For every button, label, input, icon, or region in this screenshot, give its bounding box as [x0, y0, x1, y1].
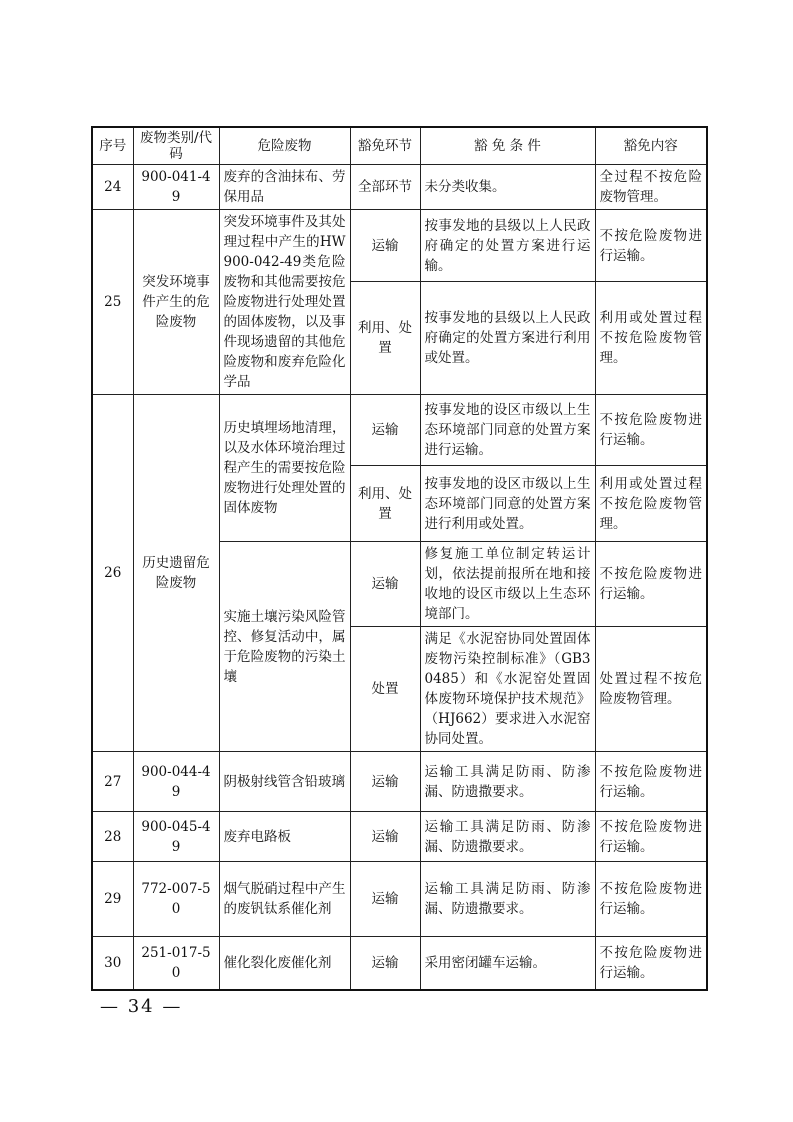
exempt-content: 利用或处置过程不按危险废物管理。 — [595, 282, 707, 395]
waste-name: 废弃电路板 — [219, 812, 350, 862]
row-number: 29 — [92, 862, 133, 937]
page-number: — 34 — — [100, 996, 183, 1017]
waste-code: 251-017-50 — [133, 937, 219, 990]
exempt-condition: 运输工具满足防雨、防渗漏、防遗撒要求。 — [420, 812, 595, 862]
exempt-content: 不按危险废物进行运输。 — [595, 210, 707, 282]
table-row — [92, 937, 707, 990]
exempt-condition: 运输工具满足防雨、防渗漏、防遗撒要求。 — [420, 862, 595, 937]
waste-name: 历史填埋场地清理，以及水体环境治理过程产生的需要按危险废物进行处理处置的固体废物 — [219, 395, 350, 542]
header-waste: 危险废物 — [219, 127, 350, 165]
exempt-condition: 修复施工单位制定转运计划，依法提前报所在地和接收地的设区市级以上生态环境部门。 — [420, 542, 595, 627]
table-row — [92, 812, 707, 862]
waste-name: 阴极射线管含铅玻璃 — [219, 752, 350, 812]
header-stage: 豁免环节 — [350, 127, 420, 165]
exempt-stage: 运输 — [350, 937, 420, 990]
waste-code: 900-041-49 — [133, 165, 219, 210]
exempt-content: 不按危险废物进行运输。 — [595, 542, 707, 627]
waste-code: 历史遗留危险废物 — [133, 395, 219, 752]
exempt-content: 不按危险废物进行运输。 — [595, 395, 707, 466]
header-no: 序号 — [92, 127, 133, 165]
table-row — [92, 395, 707, 466]
table-row — [92, 862, 707, 937]
exempt-condition: 采用密闭罐车运输。 — [420, 937, 595, 990]
exempt-stage: 运输 — [350, 812, 420, 862]
exempt-content: 不按危险废物进行运输。 — [595, 752, 707, 812]
row-number: 26 — [92, 395, 133, 752]
row-number: 28 — [92, 812, 133, 862]
exempt-condition: 未分类收集。 — [420, 165, 595, 210]
header-condition: 豁 免 条 件 — [420, 127, 595, 165]
waste-code: 900-045-49 — [133, 812, 219, 862]
exempt-stage: 运输 — [350, 395, 420, 466]
exempt-condition: 满足《水泥窑协同处置固体废物污染控制标准》（GB30485）和《水泥窑处置固体废物环境保护技术规范》（HJ662）要求进入水泥窑协同处置。 — [420, 627, 595, 752]
exemption-table — [91, 126, 708, 991]
exempt-condition: 按事发地的设区市级以上生态环境部门同意的处置方案进行运输。 — [420, 395, 595, 466]
waste-code: 900-044-49 — [133, 752, 219, 812]
table-row — [92, 752, 707, 812]
row-number: 30 — [92, 937, 133, 990]
row-number: 27 — [92, 752, 133, 812]
exempt-content: 不按危险废物进行运输。 — [595, 862, 707, 937]
exempt-stage: 运输 — [350, 862, 420, 937]
waste-name: 突发环境事件及其处理过程中产生的HW900-042-49类危险废物和其他需要按危险废物进行处理处置的固体废物，以及事件现场遗留的其他危险废物和废弃危险化学品 — [219, 210, 350, 395]
exempt-stage: 处置 — [350, 627, 420, 752]
waste-name: 催化裂化废催化剂 — [219, 937, 350, 990]
exempt-stage: 运输 — [350, 542, 420, 627]
exempt-content: 不按危险废物进行运输。 — [595, 812, 707, 862]
exempt-content: 不按危险废物进行运输。 — [595, 937, 707, 990]
header-content: 豁免内容 — [595, 127, 707, 165]
waste-name: 实施土壤污染风险管控、修复活动中，属于危险废物的污染土壤 — [219, 542, 350, 752]
exempt-stage: 利用、处置 — [350, 466, 420, 542]
exempt-condition: 按事发地的县级以上人民政府确定的处置方案进行利用或处置。 — [420, 282, 595, 395]
exempt-condition: 运输工具满足防雨、防渗漏、防遗撒要求。 — [420, 752, 595, 812]
exempt-condition: 按事发地的设区市级以上生态环境部门同意的处置方案进行利用或处置。 — [420, 466, 595, 542]
exempt-stage: 利用、处置 — [350, 282, 420, 395]
waste-code: 突发环境事件产生的危险废物 — [133, 210, 219, 395]
header-code: 废物类别/代码 — [133, 127, 219, 165]
row-number: 25 — [92, 210, 133, 395]
exempt-condition: 按事发地的县级以上人民政府确定的处置方案进行运输。 — [420, 210, 595, 282]
waste-code: 772-007-50 — [133, 862, 219, 937]
exempt-content: 全过程不按危险废物管理。 — [595, 165, 707, 210]
waste-name: 烟气脱硝过程中产生的废钒钛系催化剂 — [219, 862, 350, 937]
exempt-stage: 运输 — [350, 210, 420, 282]
table-row — [92, 165, 707, 210]
header-row — [92, 127, 707, 165]
exempt-stage: 全部环节 — [350, 165, 420, 210]
exempt-content: 利用或处置过程不按危险废物管理。 — [595, 466, 707, 542]
exempt-content: 处置过程不按危险废物管理。 — [595, 627, 707, 752]
row-number: 24 — [92, 165, 133, 210]
table-row — [92, 210, 707, 282]
exempt-stage: 运输 — [350, 752, 420, 812]
waste-name: 废弃的含油抹布、劳保用品 — [219, 165, 350, 210]
